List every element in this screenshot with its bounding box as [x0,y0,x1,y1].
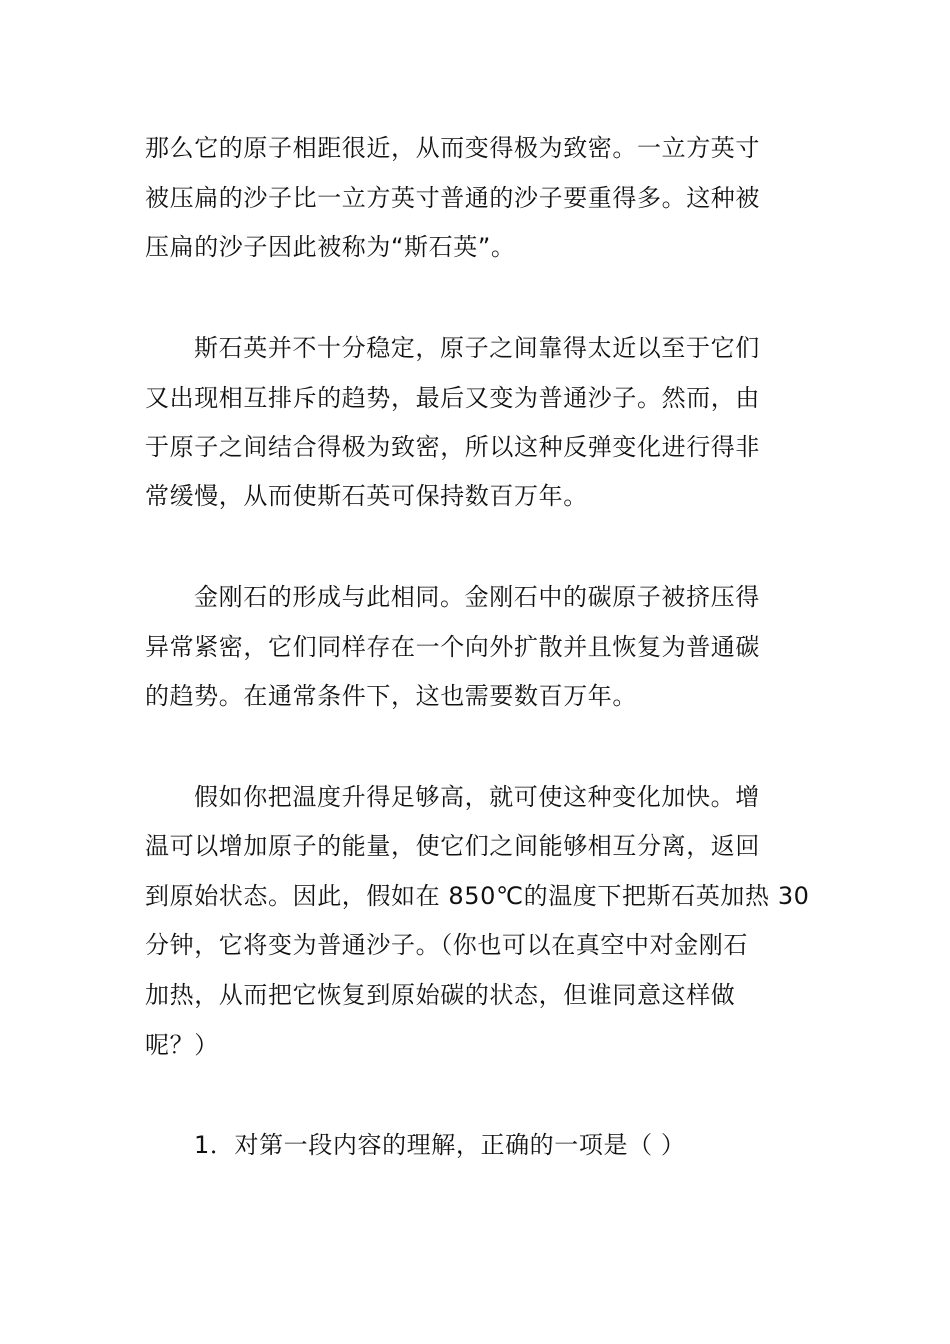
text-line: 斯石英并不十分稳定，原子之间靠得太近以至于它们 [194,334,760,362]
text-line: 又出现相互排斥的趋势，最后又变为普通沙子。然而，由 [145,384,760,412]
text-line: 温可以增加原子的能量，使它们之间能够相互分离，返回 [145,832,760,860]
text-line: 呢？） [145,1031,219,1059]
text-line: 假如你把温度升得足够高，就可使这种变化加快。增 [194,783,760,811]
text-line: 加热，从而把它恢复到原始碳的状态，但谁同意这样做 [145,981,736,1009]
text-line: 常缓慢，从而使斯石英可保持数百万年。 [145,482,588,510]
text-line: 那么它的原子相距很近，从而变得极为致密。一立方英寸 [145,134,760,162]
text-line: 于原子之间结合得极为致密，所以这种反弹变化进行得非 [145,433,760,461]
text-line: 金刚石的形成与此相同。金刚石中的碳原子被挤压得 [194,583,760,611]
text-line: 异常紧密，它们同样存在一个向外扩散并且恢复为普通碳 [145,633,760,661]
text-line: 分钟，它将变为普通沙子。（你也可以在真空中对金刚石 [145,931,748,959]
text-line: 被压扁的沙子比一立方英寸普通的沙子要重得多。这种被 [145,184,760,212]
text-line: 到原始状态。因此，假如在 850℃的温度下把斯石英加热 30 [145,882,810,910]
question-1: 1．对第一段内容的理解，正确的一项是（ ） [194,1131,686,1159]
text-line: 压扁的沙子因此被称为“斯石英”。 [145,233,516,261]
text-line: 的趋势。在通常条件下，这也需要数百万年。 [145,682,637,710]
